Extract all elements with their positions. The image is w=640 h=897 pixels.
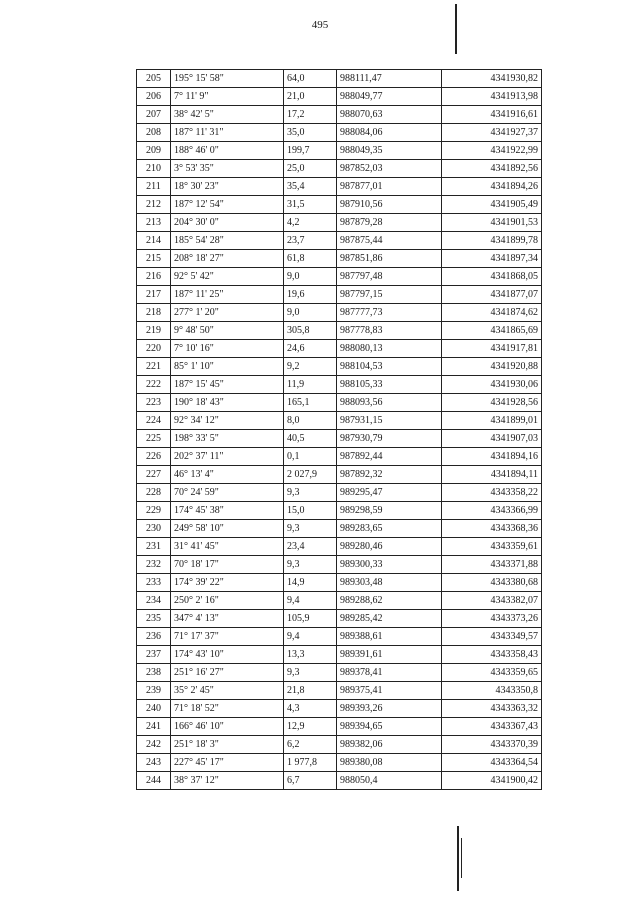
direction-angle-cell: 277° 1' 20": [171, 304, 284, 322]
point-number-cell: 213: [137, 214, 171, 232]
table-row: [137, 556, 542, 574]
point-number-cell: 217: [137, 286, 171, 304]
distance-cell: 1 977,8: [284, 754, 337, 772]
direction-angle-cell: 7° 10' 16": [171, 340, 284, 358]
direction-angle-cell: 251° 16' 27": [171, 664, 284, 682]
x-coordinate-cell: 988049,35: [337, 142, 442, 160]
table-row: [137, 358, 542, 376]
table-row: [137, 448, 542, 466]
point-number-cell: 226: [137, 448, 171, 466]
point-number-cell: 227: [137, 466, 171, 484]
direction-angle-cell: 250° 2' 16": [171, 592, 284, 610]
distance-cell: 6,2: [284, 736, 337, 754]
direction-angle-cell: 3° 53' 35": [171, 160, 284, 178]
y-coordinate-cell: 4341899,01: [442, 412, 542, 430]
x-coordinate-cell: 989393,26: [337, 700, 442, 718]
y-coordinate-cell: 4341930,82: [442, 70, 542, 88]
table-row: [137, 250, 542, 268]
point-number-cell: 219: [137, 322, 171, 340]
distance-cell: 11,9: [284, 376, 337, 394]
page-number: 495: [311, 19, 329, 31]
y-coordinate-cell: 4341900,42: [442, 772, 542, 790]
distance-cell: 64,0: [284, 70, 337, 88]
x-coordinate-cell: 989382,06: [337, 736, 442, 754]
point-number-cell: 243: [137, 754, 171, 772]
y-coordinate-cell: 4343367,43: [442, 718, 542, 736]
x-coordinate-cell: 988050,4: [337, 772, 442, 790]
point-number-cell: 232: [137, 556, 171, 574]
table-row: [137, 772, 542, 790]
direction-angle-cell: 174° 39' 22": [171, 574, 284, 592]
direction-angle-cell: 187° 12' 54": [171, 196, 284, 214]
table-row: [137, 340, 542, 358]
y-coordinate-cell: 4341901,53: [442, 214, 542, 232]
point-number-cell: 228: [137, 484, 171, 502]
point-number-cell: 220: [137, 340, 171, 358]
point-number-cell: 216: [137, 268, 171, 286]
direction-angle-cell: 70° 24' 59": [171, 484, 284, 502]
x-coordinate-cell: 988093,56: [337, 394, 442, 412]
x-coordinate-cell: 987877,01: [337, 178, 442, 196]
point-number-cell: 215: [137, 250, 171, 268]
y-coordinate-cell: 4343349,57: [442, 628, 542, 646]
table-row: [137, 754, 542, 772]
table-row: [137, 484, 542, 502]
table-row: [137, 196, 542, 214]
table-row: [137, 538, 542, 556]
y-coordinate-cell: 4341917,81: [442, 340, 542, 358]
x-coordinate-cell: 988084,06: [337, 124, 442, 142]
table-row: [137, 664, 542, 682]
y-coordinate-cell: 4343373,26: [442, 610, 542, 628]
point-number-cell: 218: [137, 304, 171, 322]
distance-cell: 24,6: [284, 340, 337, 358]
point-number-cell: 239: [137, 682, 171, 700]
direction-angle-cell: 92° 5' 42": [171, 268, 284, 286]
point-number-cell: 211: [137, 178, 171, 196]
direction-angle-cell: 251° 18' 3": [171, 736, 284, 754]
point-number-cell: 214: [137, 232, 171, 250]
y-coordinate-cell: 4341894,16: [442, 448, 542, 466]
distance-cell: 9,3: [284, 484, 337, 502]
y-coordinate-cell: 4341894,11: [442, 466, 542, 484]
direction-angle-cell: 18° 30' 23": [171, 178, 284, 196]
distance-cell: 25,0: [284, 160, 337, 178]
y-coordinate-cell: 4341868,05: [442, 268, 542, 286]
x-coordinate-cell: 988070,63: [337, 106, 442, 124]
direction-angle-cell: 198° 33' 5": [171, 430, 284, 448]
table-row: [137, 502, 542, 520]
table-row: [137, 466, 542, 484]
y-coordinate-cell: 4341892,56: [442, 160, 542, 178]
y-coordinate-cell: 4341877,07: [442, 286, 542, 304]
x-coordinate-cell: 988111,47: [337, 70, 442, 88]
direction-angle-cell: 38° 37' 12": [171, 772, 284, 790]
x-coordinate-cell: 987879,28: [337, 214, 442, 232]
point-number-cell: 230: [137, 520, 171, 538]
distance-cell: 9,0: [284, 268, 337, 286]
point-number-cell: 212: [137, 196, 171, 214]
direction-angle-cell: 31° 41' 45": [171, 538, 284, 556]
x-coordinate-cell: 987777,73: [337, 304, 442, 322]
direction-angle-cell: 347° 4' 13": [171, 610, 284, 628]
distance-cell: 8,0: [284, 412, 337, 430]
distance-cell: 31,5: [284, 196, 337, 214]
distance-cell: 23,7: [284, 232, 337, 250]
distance-cell: 105,9: [284, 610, 337, 628]
y-coordinate-cell: 4341927,37: [442, 124, 542, 142]
distance-cell: 9,4: [284, 628, 337, 646]
distance-cell: 199,7: [284, 142, 337, 160]
x-coordinate-cell: 987892,32: [337, 466, 442, 484]
scan-edge-line-bottom-2: [461, 838, 462, 878]
distance-cell: 9,2: [284, 358, 337, 376]
y-coordinate-cell: 4343359,65: [442, 664, 542, 682]
x-coordinate-cell: 988105,33: [337, 376, 442, 394]
point-number-cell: 235: [137, 610, 171, 628]
x-coordinate-cell: 987851,86: [337, 250, 442, 268]
y-coordinate-cell: 4341920,88: [442, 358, 542, 376]
x-coordinate-cell: 989303,48: [337, 574, 442, 592]
x-coordinate-cell: 987931,15: [337, 412, 442, 430]
table-row: [137, 610, 542, 628]
table-row: [137, 736, 542, 754]
point-number-cell: 223: [137, 394, 171, 412]
table-row: [137, 520, 542, 538]
direction-angle-cell: 166° 46' 10": [171, 718, 284, 736]
point-number-cell: 205: [137, 70, 171, 88]
y-coordinate-cell: 4341899,78: [442, 232, 542, 250]
table-row: [137, 700, 542, 718]
direction-angle-cell: 185° 54' 28": [171, 232, 284, 250]
table-row: [137, 718, 542, 736]
direction-angle-cell: 71° 17' 37": [171, 628, 284, 646]
point-number-cell: 221: [137, 358, 171, 376]
x-coordinate-cell: 987875,44: [337, 232, 442, 250]
direction-angle-cell: 227° 45' 17": [171, 754, 284, 772]
distance-cell: 6,7: [284, 772, 337, 790]
table-row: [137, 322, 542, 340]
x-coordinate-cell: 989285,42: [337, 610, 442, 628]
x-coordinate-cell: 989375,41: [337, 682, 442, 700]
x-coordinate-cell: 989300,33: [337, 556, 442, 574]
direction-angle-cell: 9° 48' 50": [171, 322, 284, 340]
direction-angle-cell: 7° 11' 9": [171, 88, 284, 106]
distance-cell: 14,9: [284, 574, 337, 592]
x-coordinate-cell: 987852,03: [337, 160, 442, 178]
point-number-cell: 210: [137, 160, 171, 178]
y-coordinate-cell: 4341922,99: [442, 142, 542, 160]
direction-angle-cell: 85° 1' 10": [171, 358, 284, 376]
y-coordinate-cell: 4343363,32: [442, 700, 542, 718]
coordinates-table: [136, 69, 542, 790]
direction-angle-cell: 208° 18' 27": [171, 250, 284, 268]
x-coordinate-cell: 989394,65: [337, 718, 442, 736]
point-number-cell: 224: [137, 412, 171, 430]
direction-angle-cell: 70° 18' 17": [171, 556, 284, 574]
direction-angle-cell: 71° 18' 52": [171, 700, 284, 718]
direction-angle-cell: 190° 18' 43": [171, 394, 284, 412]
distance-cell: 21,0: [284, 88, 337, 106]
y-coordinate-cell: 4341874,62: [442, 304, 542, 322]
y-coordinate-cell: 4343359,61: [442, 538, 542, 556]
direction-angle-cell: 187° 11' 25": [171, 286, 284, 304]
table-row: [137, 646, 542, 664]
distance-cell: 165,1: [284, 394, 337, 412]
x-coordinate-cell: 987910,56: [337, 196, 442, 214]
distance-cell: 35,0: [284, 124, 337, 142]
table-row: [137, 628, 542, 646]
direction-angle-cell: 38° 42' 5": [171, 106, 284, 124]
table-row: [137, 286, 542, 304]
table-row: [137, 376, 542, 394]
direction-angle-cell: 249° 58' 10": [171, 520, 284, 538]
x-coordinate-cell: 989380,08: [337, 754, 442, 772]
distance-cell: 40,5: [284, 430, 337, 448]
table-row: [137, 592, 542, 610]
coordinates-table-body: [137, 70, 542, 790]
point-number-cell: 225: [137, 430, 171, 448]
table-row: [137, 88, 542, 106]
distance-cell: 9,3: [284, 664, 337, 682]
y-coordinate-cell: 4343358,43: [442, 646, 542, 664]
y-coordinate-cell: 4341928,56: [442, 394, 542, 412]
distance-cell: 12,9: [284, 718, 337, 736]
y-coordinate-cell: 4343370,39: [442, 736, 542, 754]
y-coordinate-cell: 4341865,69: [442, 322, 542, 340]
table-row: [137, 70, 542, 88]
y-coordinate-cell: 4343350,8: [442, 682, 542, 700]
distance-cell: 21,8: [284, 682, 337, 700]
distance-cell: 9,3: [284, 556, 337, 574]
direction-angle-cell: 188° 46' 0": [171, 142, 284, 160]
table-row: [137, 430, 542, 448]
point-number-cell: 231: [137, 538, 171, 556]
x-coordinate-cell: 987778,83: [337, 322, 442, 340]
point-number-cell: 233: [137, 574, 171, 592]
distance-cell: 35,4: [284, 178, 337, 196]
x-coordinate-cell: 989298,59: [337, 502, 442, 520]
direction-angle-cell: 204° 30' 0": [171, 214, 284, 232]
distance-cell: 9,3: [284, 520, 337, 538]
y-coordinate-cell: 4343368,36: [442, 520, 542, 538]
direction-angle-cell: 174° 43' 10": [171, 646, 284, 664]
direction-angle-cell: 202° 37' 11": [171, 448, 284, 466]
y-coordinate-cell: 4341907,03: [442, 430, 542, 448]
x-coordinate-cell: 987797,48: [337, 268, 442, 286]
y-coordinate-cell: 4343366,99: [442, 502, 542, 520]
point-number-cell: 206: [137, 88, 171, 106]
distance-cell: 17,2: [284, 106, 337, 124]
table-row: [137, 232, 542, 250]
table-row: [137, 142, 542, 160]
x-coordinate-cell: 989378,41: [337, 664, 442, 682]
point-number-cell: 242: [137, 736, 171, 754]
direction-angle-cell: 187° 11' 31": [171, 124, 284, 142]
x-coordinate-cell: 988049,77: [337, 88, 442, 106]
direction-angle-cell: 46° 13' 4": [171, 466, 284, 484]
x-coordinate-cell: 988104,53: [337, 358, 442, 376]
distance-cell: 9,4: [284, 592, 337, 610]
table-row: [137, 682, 542, 700]
table-row: [137, 124, 542, 142]
table-row: [137, 268, 542, 286]
distance-cell: 15,0: [284, 502, 337, 520]
y-coordinate-cell: 4343358,22: [442, 484, 542, 502]
scan-edge-line-bottom: [457, 826, 459, 891]
point-number-cell: 236: [137, 628, 171, 646]
direction-angle-cell: 195° 15' 58": [171, 70, 284, 88]
x-coordinate-cell: 989391,61: [337, 646, 442, 664]
x-coordinate-cell: 989283,65: [337, 520, 442, 538]
distance-cell: 9,0: [284, 304, 337, 322]
y-coordinate-cell: 4343371,88: [442, 556, 542, 574]
point-number-cell: 207: [137, 106, 171, 124]
x-coordinate-cell: 989388,61: [337, 628, 442, 646]
table-row: [137, 160, 542, 178]
direction-angle-cell: 187° 15' 45": [171, 376, 284, 394]
direction-angle-cell: 92° 34' 12": [171, 412, 284, 430]
table-row: [137, 412, 542, 430]
point-number-cell: 222: [137, 376, 171, 394]
y-coordinate-cell: 4343382,07: [442, 592, 542, 610]
point-number-cell: 244: [137, 772, 171, 790]
distance-cell: 19,6: [284, 286, 337, 304]
point-number-cell: 238: [137, 664, 171, 682]
y-coordinate-cell: 4343380,68: [442, 574, 542, 592]
direction-angle-cell: 174° 45' 38": [171, 502, 284, 520]
point-number-cell: 229: [137, 502, 171, 520]
x-coordinate-cell: 987930,79: [337, 430, 442, 448]
y-coordinate-cell: 4341894,26: [442, 178, 542, 196]
distance-cell: 61,8: [284, 250, 337, 268]
point-number-cell: 209: [137, 142, 171, 160]
point-number-cell: 208: [137, 124, 171, 142]
x-coordinate-cell: 989280,46: [337, 538, 442, 556]
point-number-cell: 234: [137, 592, 171, 610]
x-coordinate-cell: 987892,44: [337, 448, 442, 466]
point-number-cell: 240: [137, 700, 171, 718]
y-coordinate-cell: 4341913,98: [442, 88, 542, 106]
point-number-cell: 237: [137, 646, 171, 664]
x-coordinate-cell: 988080,13: [337, 340, 442, 358]
y-coordinate-cell: 4341897,34: [442, 250, 542, 268]
x-coordinate-cell: 989295,47: [337, 484, 442, 502]
y-coordinate-cell: 4341930,06: [442, 376, 542, 394]
table-row: [137, 214, 542, 232]
x-coordinate-cell: 987797,15: [337, 286, 442, 304]
distance-cell: 305,8: [284, 322, 337, 340]
point-number-cell: 241: [137, 718, 171, 736]
y-coordinate-cell: 4341905,49: [442, 196, 542, 214]
table-row: [137, 574, 542, 592]
y-coordinate-cell: 4343364,54: [442, 754, 542, 772]
distance-cell: 0,1: [284, 448, 337, 466]
distance-cell: 2 027,9: [284, 466, 337, 484]
y-coordinate-cell: 4341916,61: [442, 106, 542, 124]
scan-edge-line-top: [455, 4, 457, 54]
distance-cell: 4,3: [284, 700, 337, 718]
distance-cell: 23,4: [284, 538, 337, 556]
table-row: [137, 304, 542, 322]
distance-cell: 13,3: [284, 646, 337, 664]
table-row: [137, 178, 542, 196]
direction-angle-cell: 35° 2' 45": [171, 682, 284, 700]
table-row: [137, 106, 542, 124]
table-row: [137, 394, 542, 412]
distance-cell: 4,2: [284, 214, 337, 232]
x-coordinate-cell: 989288,62: [337, 592, 442, 610]
